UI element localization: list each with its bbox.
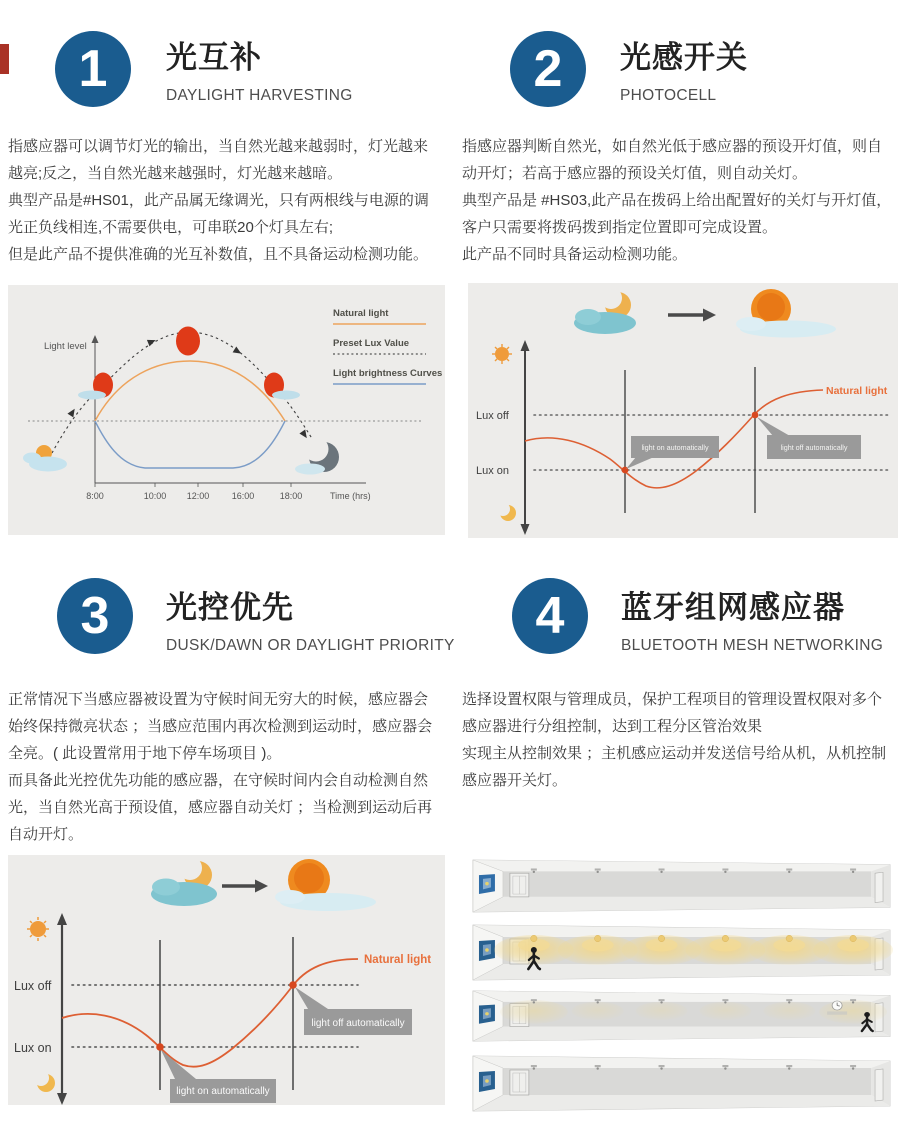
feature-4-subtitle: BLUETOOTH MESH NETWORKING <box>621 637 884 654</box>
paragraph: 典型产品是#HS01，此产品属无缘调光，只有两根线与电源的调光正负线相连,不需要供电，可串联20个灯具左右; <box>8 192 429 236</box>
legend-label: Natural light <box>333 308 389 319</box>
feature-4-title: 蓝牙组网感应器 <box>621 590 845 625</box>
paragraph: 指感应器可以调节灯光的输出，当自然光越来越弱时，灯光越来越亮;反之，当自然光越来越强时，灯光越来越暗。 <box>8 138 429 182</box>
x-axis-label: Time (hrs) <box>330 491 371 501</box>
exit-sign-icon <box>479 1071 495 1092</box>
lux-on-label: Lux on <box>14 1041 52 1055</box>
exit-sign-icon <box>479 1005 495 1024</box>
daylight-harvesting-chart <box>8 285 445 535</box>
lux-off-label: Lux off <box>476 410 509 422</box>
left-edge-red-mark <box>0 44 9 74</box>
corridor-frame-2-all-lights-on <box>470 924 894 981</box>
paragraph: 正常情况下当感应器被设置为守候时间无穷大的时候，感应器会始终保持微亮状态 ；当感应范围内再次检测到运动时，感应器会全亮。( 此设置常用于地下停车场项目 )。 <box>8 691 433 762</box>
lux-on-crossing-dot <box>156 1043 164 1051</box>
legend-label: Light brightness Curves <box>333 368 443 379</box>
y-axis-label: Light level <box>44 341 87 352</box>
feature-2-number-badge <box>510 31 586 107</box>
feature-2-number: 2 <box>533 40 563 98</box>
feature-4-description <box>462 686 895 794</box>
corridor-door <box>510 1070 529 1095</box>
corridor-door <box>510 873 529 897</box>
photocell-chart <box>468 283 898 538</box>
paragraph: 此产品不同时具备运动检测功能。 <box>462 246 688 263</box>
svg-text:light off automatically: light off automatically <box>780 443 848 452</box>
svg-text:light on automatically: light on automatically <box>641 443 709 452</box>
far-door <box>875 872 883 902</box>
lux-off-label: Lux off <box>14 979 52 993</box>
natural-light-label: Natural light <box>826 385 888 397</box>
lux-on-label: Lux on <box>476 465 510 477</box>
feature-3-header <box>166 588 455 655</box>
feature-1-header <box>166 38 353 105</box>
corridor-frame-1-lights-off <box>470 859 894 913</box>
svg-text:12:00: 12:00 <box>186 491 210 501</box>
noon-sun-icon <box>176 327 200 356</box>
paragraph: 但是此产品不提供准确的光互补数值，且不具备运动检测功能。 <box>8 246 429 263</box>
feature-4-header <box>621 588 883 655</box>
legend-label: Preset Lux Value <box>333 338 410 349</box>
svg-text:light off automatically: light off automatically <box>311 1018 405 1029</box>
feature-4-number-badge <box>512 578 588 654</box>
svg-text:light on automatically: light on automatically <box>176 1086 270 1097</box>
feature-2-header <box>620 38 748 105</box>
small-sun-icon <box>492 344 512 364</box>
exit-sign-icon <box>479 874 495 894</box>
feature-3-description <box>8 686 441 848</box>
paragraph: 而具备此光控优先功能的感应器，在守候时间内会自动检测自然光，当自然光高于预设值，感应器自动关灯 ；当检测到运动后再自动开灯。 <box>8 772 433 843</box>
feature-1-number-badge <box>55 31 131 107</box>
exit-sign-icon <box>479 940 495 961</box>
feature-3-number-badge <box>57 578 133 654</box>
svg-text:8:00: 8:00 <box>86 491 104 501</box>
corridor-frame-3-lights-dimmed <box>470 990 894 1042</box>
feature-1-number: 1 <box>78 40 108 98</box>
feature-2-title: 光感开关 <box>620 40 748 75</box>
feature-2-description <box>462 133 895 268</box>
feature-1-description <box>8 133 441 268</box>
paragraph: 实现主从控制效果 ；主机感应运动并发送信号给从机，从机控制感应器开关灯。 <box>462 745 887 789</box>
feature-1-subtitle: DAYLIGHT HARVESTING <box>166 87 353 104</box>
paragraph: 选择设置权限与管理成员，保护工程项目的管理设置权限对多个感应器进行分组控制，达到工程分区管治效果 <box>462 691 883 735</box>
natural-light-label: Natural light <box>364 954 432 966</box>
corridor-frame-4-lights-off <box>470 1055 894 1112</box>
svg-text:16:00: 16:00 <box>231 491 255 501</box>
feature-2-subtitle: PHOTOCELL <box>620 87 717 104</box>
dusk-dawn-priority-chart <box>8 855 445 1105</box>
feature-1-title: 光互补 <box>166 40 262 75</box>
svg-text:10:00: 10:00 <box>143 491 167 501</box>
far-door <box>875 1069 883 1101</box>
feature-3-title: 光控优先 <box>166 590 294 625</box>
paragraph: 典型产品是 #HS03,此产品在拨码上给出配置好的关灯与开灯值，客户只需要将拨码拨到指定位置即可完成设置。 <box>462 192 892 236</box>
feature-3-number: 3 <box>80 587 110 645</box>
svg-text:18:00: 18:00 <box>279 491 303 501</box>
feature-3-subtitle: DUSK/DAWN OR DAYLIGHT PRIORITY <box>166 637 455 654</box>
paragraph: 指感应器判断自然光，如自然光低于感应器的预设开灯值，则自动开灯；若高于感应器的预设关灯值，则自动关灯。 <box>462 138 883 182</box>
feature-4-number: 4 <box>535 587 565 645</box>
